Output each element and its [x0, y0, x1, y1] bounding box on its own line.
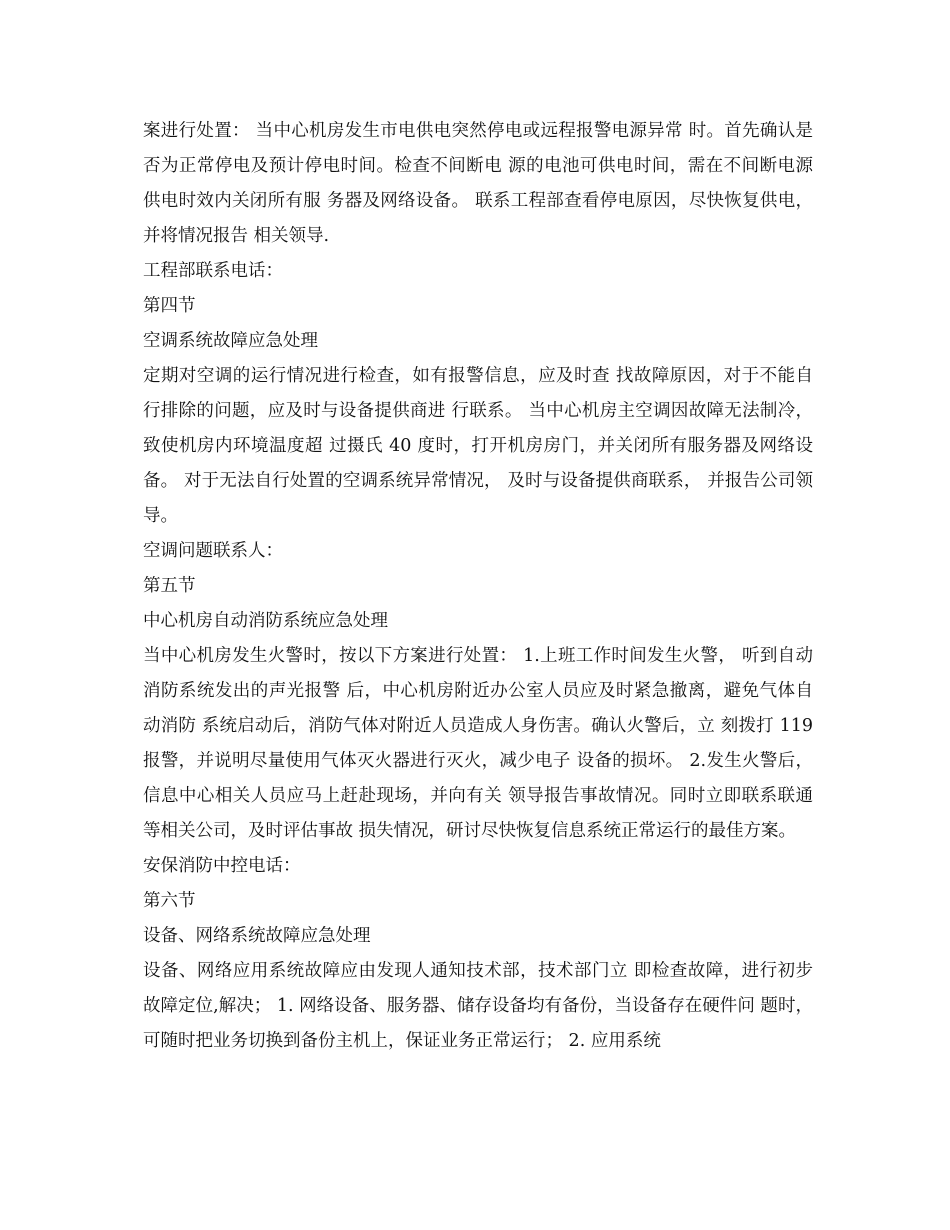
engineering-phone-label: 工程部联系电话： [143, 261, 283, 281]
paragraph-fire-system: 当中心机房发生火警时，按以下方案进行处置： 1.上班工作时间发生火警， 听到自动消防系统发出的声光报警 后，中心机房附近办公室人员应及时紧急撤离，避免气体自动消防 系统启动后，消防气体对附近人员造成人身伤害。确认火警后，立 刻拨打 119 报警，并说明尽量使用气体灭火器进行灭火，减少电子 设备的损坏。 2.发生火警后，信息中心相关人员应马上赶赴现场，并向有关 领导报告事故情况。同时立即联系联通等相关公司，及时评估事故 损失情况，研讨尽快恢复信息系统正常运行的最佳方案。 [143, 646, 813, 841]
section-heading-5: 第五节 [143, 576, 196, 596]
section-heading-6: 第六节 [143, 891, 196, 911]
section-title-fire-system: 中心机房自动消防系统应急处理 [143, 611, 388, 631]
paragraph-network-failure: 设备、网络应用系统故障应由发现人通知技术部，技术部门立 即检查故障，进行初步故障定位,解决； 1. 网络设备、服务器、储存设备均有备份，当设备存在硬件问 题时，可随时把业务切换到备份主机上，保证业务正常运行； 2. 应用系统 [143, 961, 813, 1051]
ac-contact-label: 空调问题联系人： [143, 541, 283, 561]
paragraph-ac-failure: 定期对空调的运行情况进行检查，如有报警信息，应及时查 找故障原因，对于不能自行排除的问题，应及时与设备提供商进 行联系。 当中心机房主空调因故障无法制冷，致使机房内环境温度超 过摄氏 40 度时，打开机房房门，并关闭所有服务器及网络设备。 对于无法自行处置的空调系统异常情况， 及时与设备提供商联系， 并报告公司领导。 [143, 366, 813, 526]
security-phone-label: 安保消防中控电话： [143, 856, 301, 876]
paragraph-power-outage: 案进行处置： 当中心机房发生市电供电突然停电或远程报警电源异常 时。首先确认是否为正常停电及预计停电时间。检查不间断电 源的电池可供电时间，需在不间断电源供电时效内关闭所有服 务器及网络设备。 联系工程部查看停电原因，尽快恢复供电，并将情况报告 相关领导. [143, 121, 813, 246]
section-heading-4: 第四节 [143, 296, 196, 316]
document-page [143, 114, 813, 1059]
section-title-ac-failure: 空调系统故障应急处理 [143, 331, 318, 351]
section-title-network-failure: 设备、网络系统故障应急处理 [143, 926, 371, 946]
